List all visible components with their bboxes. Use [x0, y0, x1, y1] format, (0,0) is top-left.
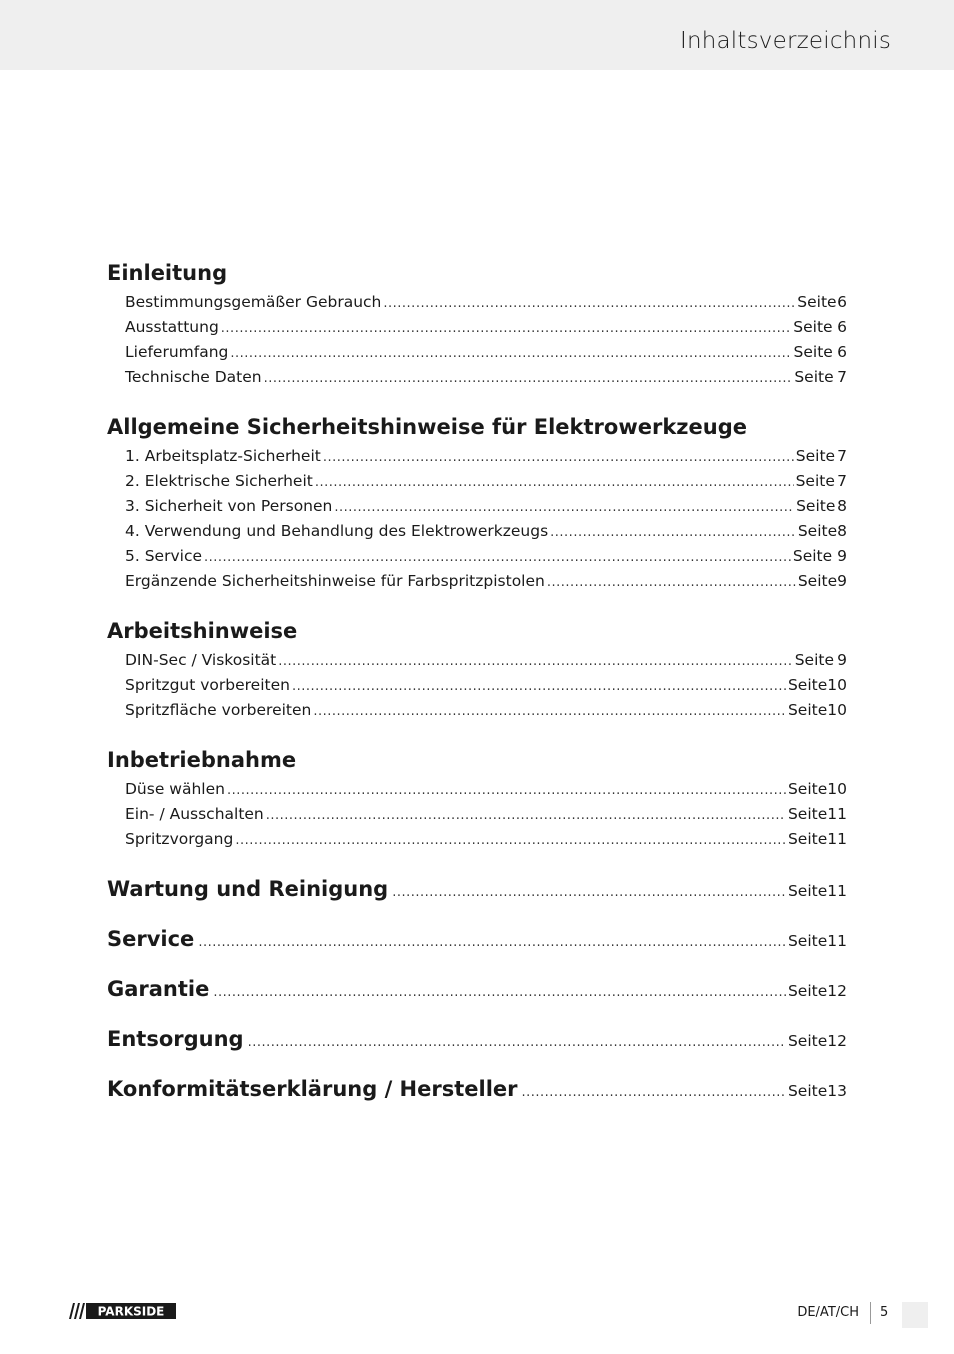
entry-label: Spritzgut vorbereiten: [125, 676, 290, 694]
entry-label: 5. Service: [125, 547, 203, 565]
section-title: Wartung und Reinigung: [107, 877, 389, 901]
dot-leader: [266, 803, 786, 828]
dot-leader: [315, 470, 794, 495]
page-number: 11: [827, 805, 847, 823]
toc-entry[interactable]: [107, 827, 847, 852]
page-title: Inhaltsverzeichnis: [679, 28, 891, 54]
section-title: Allgemeine Sicherheitshinweise für Elektrowerkzeuge: [107, 415, 747, 439]
entry-label: Lieferumfang: [125, 343, 229, 361]
entry-label: Bestimmungsgemäßer Gebrauch: [125, 293, 382, 311]
toc-standalone-service[interactable]: [107, 922, 847, 972]
page-number: 6: [837, 293, 847, 311]
dot-leader: [248, 1026, 786, 1060]
page-number-footer: 5: [880, 1305, 889, 1320]
page-word: Seite: [793, 318, 833, 336]
toc-entry[interactable]: [107, 648, 847, 673]
table-of-contents: [107, 256, 847, 1122]
footer-tab-box: [902, 1302, 928, 1328]
dot-leader: [278, 649, 792, 674]
page-number: 9: [837, 651, 847, 669]
toc-section-arbeitshinweise: [107, 614, 847, 723]
page-number: 9: [837, 572, 847, 590]
entry-label: Ein- / Ausschalten: [125, 805, 264, 823]
dot-leader: [392, 876, 786, 910]
entry-label: Spritzfläche vorbereiten: [125, 701, 312, 719]
page-number: 13: [827, 1082, 847, 1100]
page-number: 10: [827, 676, 847, 694]
page-number: 7: [837, 447, 847, 465]
page-number: 8: [837, 497, 847, 515]
logo-text: PARKSIDE: [97, 1304, 165, 1319]
dot-leader: [550, 520, 796, 545]
page-number: 6: [837, 318, 847, 336]
page-word: Seite: [795, 472, 835, 490]
page-number: 10: [827, 701, 847, 719]
entry-label: Technische Daten: [125, 368, 262, 386]
toc-entry[interactable]: [107, 544, 847, 569]
page-word: Seite: [787, 932, 828, 950]
toc-entry[interactable]: [107, 569, 847, 594]
toc-entry[interactable]: [107, 444, 847, 469]
page-word: Seite: [787, 830, 828, 848]
toc-standalone-wartung[interactable]: [107, 872, 847, 922]
page-number: 8: [837, 522, 847, 540]
toc-standalone-konformitaet[interactable]: [107, 1072, 847, 1122]
dot-leader: [323, 445, 794, 470]
page-word: Seite: [795, 447, 836, 465]
page-number: 12: [827, 982, 847, 1000]
region-code: DE/AT/CH: [797, 1305, 859, 1320]
page-number: 11: [827, 882, 847, 900]
page-word: Seite: [787, 780, 828, 798]
toc-entry[interactable]: [107, 673, 847, 698]
dot-leader: [221, 316, 791, 341]
toc-entry[interactable]: [107, 340, 847, 365]
page-word: Seite: [797, 293, 837, 311]
dot-leader: [334, 495, 794, 520]
page-number: 7: [837, 368, 847, 386]
section-title: Einleitung: [107, 261, 228, 285]
toc-entry[interactable]: [107, 802, 847, 827]
dot-leader: [313, 699, 786, 724]
page-word: Seite: [787, 882, 828, 900]
page-number: 6: [837, 343, 847, 361]
page-word: Seite: [787, 805, 828, 823]
toc-section-sicherheitshinweise: [107, 410, 847, 594]
page-word: Seite: [792, 547, 833, 565]
dot-leader: [522, 1076, 786, 1110]
page-word: Seite: [794, 368, 834, 386]
toc-entry[interactable]: [107, 290, 847, 315]
dot-leader: [213, 976, 786, 1010]
page-word: Seite: [793, 343, 833, 361]
page-number: 9: [837, 547, 847, 565]
entry-label: Spritzvorgang: [125, 830, 234, 848]
toc-section-inbetriebnahme: [107, 743, 847, 852]
toc-entry[interactable]: [107, 365, 847, 390]
section-title: Arbeitshinweise: [107, 619, 298, 643]
toc-entry[interactable]: [107, 469, 847, 494]
page-word: Seite: [796, 497, 836, 515]
page-number: 7: [837, 472, 847, 490]
entry-label: Ausstattung: [125, 318, 219, 336]
section-title: Service: [107, 927, 195, 951]
entry-label: Ergänzende Sicherheitshinweise für Farbspritzpistolen: [125, 572, 545, 590]
parkside-logo: [65, 1302, 176, 1320]
page-word: Seite: [787, 982, 828, 1000]
toc-standalone-garantie[interactable]: [107, 972, 847, 1022]
section-title: Konformitätserklärung / Hersteller: [107, 1077, 518, 1101]
page-word: Seite: [797, 522, 838, 540]
page-word: Seite: [787, 1082, 828, 1100]
entry-label: DIN-Sec / Viskosität: [125, 651, 277, 669]
page-number: 12: [827, 1032, 847, 1050]
entry-label: 2. Elektrische Sicherheit: [125, 472, 313, 490]
dot-leader: [383, 291, 795, 316]
section-title: Inbetriebnahme: [107, 748, 297, 772]
section-title: Entsorgung: [107, 1027, 244, 1051]
page-word: Seite: [794, 651, 834, 669]
page-word: Seite: [787, 1032, 828, 1050]
dot-leader: [230, 341, 791, 366]
section-title: Garantie: [107, 977, 210, 1001]
entry-label: 3. Sicherheit von Personen: [125, 497, 333, 515]
dot-leader: [227, 778, 786, 803]
page-word: Seite: [797, 572, 838, 590]
dot-leader: [235, 828, 786, 853]
toc-entry[interactable]: [107, 315, 847, 340]
entry-label: 1. Arbeitsplatz-Sicherheit: [125, 447, 321, 465]
page-word: Seite: [787, 676, 828, 694]
dot-leader: [547, 570, 796, 595]
page-number: 10: [827, 780, 847, 798]
header-bar: [0, 0, 954, 70]
toc-entry[interactable]: [107, 494, 847, 519]
dot-leader: [204, 545, 791, 570]
toc-section-einleitung: [107, 256, 847, 390]
entry-label: 4. Verwendung und Behandlung des Elektrowerkzeugs: [125, 522, 549, 540]
page-number: 11: [827, 932, 847, 950]
dot-leader: [264, 366, 793, 391]
toc-entry[interactable]: [107, 777, 847, 802]
toc-standalone-entsorgung[interactable]: [107, 1022, 847, 1072]
dot-leader: [292, 674, 786, 699]
dot-leader: [198, 926, 786, 960]
page-number: 11: [827, 830, 847, 848]
page-word: Seite: [787, 701, 828, 719]
footer-divider: [870, 1302, 871, 1324]
toc-entry[interactable]: [107, 698, 847, 723]
entry-label: Düse wählen: [125, 780, 225, 798]
toc-entry[interactable]: [107, 519, 847, 544]
